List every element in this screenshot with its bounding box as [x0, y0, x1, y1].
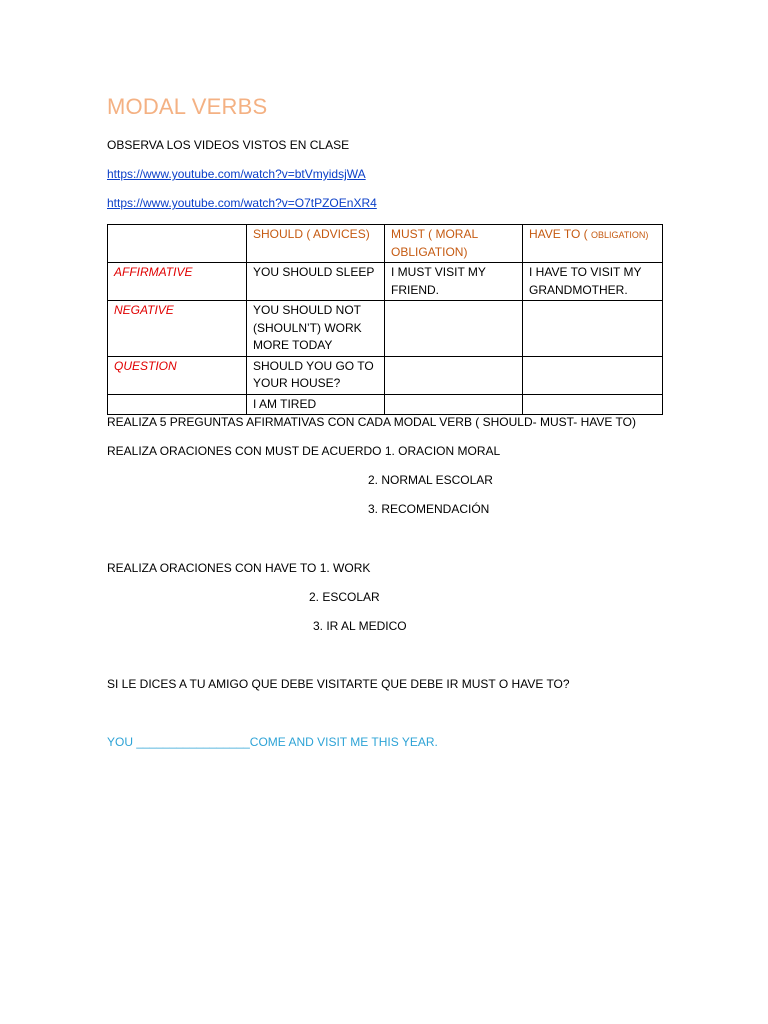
cell-must	[385, 356, 523, 394]
cell-should: SHOULD YOU GO TO YOUR HOUSE?	[247, 356, 385, 394]
row-label-question: QUESTION	[108, 356, 247, 394]
cell-must	[385, 301, 523, 357]
header-must	[385, 225, 523, 263]
cell-have-to	[523, 356, 663, 394]
cell-have-to	[523, 301, 663, 357]
row-label-empty	[108, 394, 247, 415]
table-header-empty	[108, 225, 247, 263]
row-label-negative: NEGATIVE	[108, 301, 247, 357]
cell-should: I AM TIRED	[247, 394, 385, 415]
fill-in-blank-sentence: YOU _________________COME AND VISIT ME THIS YEAR.	[107, 735, 438, 749]
question-text: SI LE DICES A TU AMIGO QUE DEBE VISITARTE QUE DEBE IR MUST O HAVE TO?	[107, 677, 570, 691]
row-label-affirmative: AFFIRMATIVE	[108, 263, 247, 301]
instruction-have-to-item-3: 3. IR AL MEDICO	[313, 619, 407, 633]
header-have-to-label: HAVE TO (	[529, 227, 588, 241]
cell-should: YOU SHOULD SLEEP	[247, 263, 385, 301]
modal-verbs-table	[107, 224, 663, 415]
header-should	[247, 225, 385, 263]
instruction-must: REALIZA ORACIONES CON MUST DE ACUERDO 1. ORACION MORAL	[107, 444, 501, 458]
instruction-have-to: REALIZA ORACIONES CON HAVE TO 1. WORK	[107, 561, 371, 575]
cell-must	[385, 394, 523, 415]
table-row	[108, 263, 663, 301]
header-should-label: SHOULD ( ADVICES)	[253, 227, 370, 241]
instruction-must-item-2: 2. NORMAL ESCOLAR	[368, 473, 493, 487]
header-must-label: MUST ( MORAL OBLIGATION)	[391, 227, 478, 259]
video-link-2[interactable]: https://www.youtube.com/watch?v=O7tPZOEnXR4	[107, 196, 377, 210]
cell-have-to: I HAVE TO VISIT MY GRANDMOTHER.	[523, 263, 663, 301]
cell-must: I MUST VISIT MY FRIEND.	[385, 263, 523, 301]
instruction-questions: REALIZA 5 PREGUNTAS AFIRMATIVAS CON CADA MODAL VERB ( SHOULD- MUST- HAVE TO)	[107, 415, 636, 429]
instruction-have-to-item-2: 2. ESCOLAR	[309, 590, 380, 604]
table-row	[108, 356, 663, 394]
intro-text: OBSERVA LOS VIDEOS VISTOS EN CLASE	[107, 138, 350, 152]
instruction-must-item-3: 3. RECOMENDACIÓN	[368, 502, 490, 516]
header-have-to	[523, 225, 663, 263]
table-header-row	[108, 225, 663, 263]
header-have-to-small: OBLIGATION)	[591, 230, 649, 240]
table-row	[108, 394, 663, 415]
cell-should: YOU SHOULD NOT (SHOULN’T) WORK MORE TODAY	[247, 301, 385, 357]
cell-have-to	[523, 394, 663, 415]
table-row	[108, 301, 663, 357]
page-title: MODAL VERBS	[107, 94, 268, 119]
video-link-1[interactable]: https://www.youtube.com/watch?v=btVmyidsjWA	[107, 167, 366, 181]
